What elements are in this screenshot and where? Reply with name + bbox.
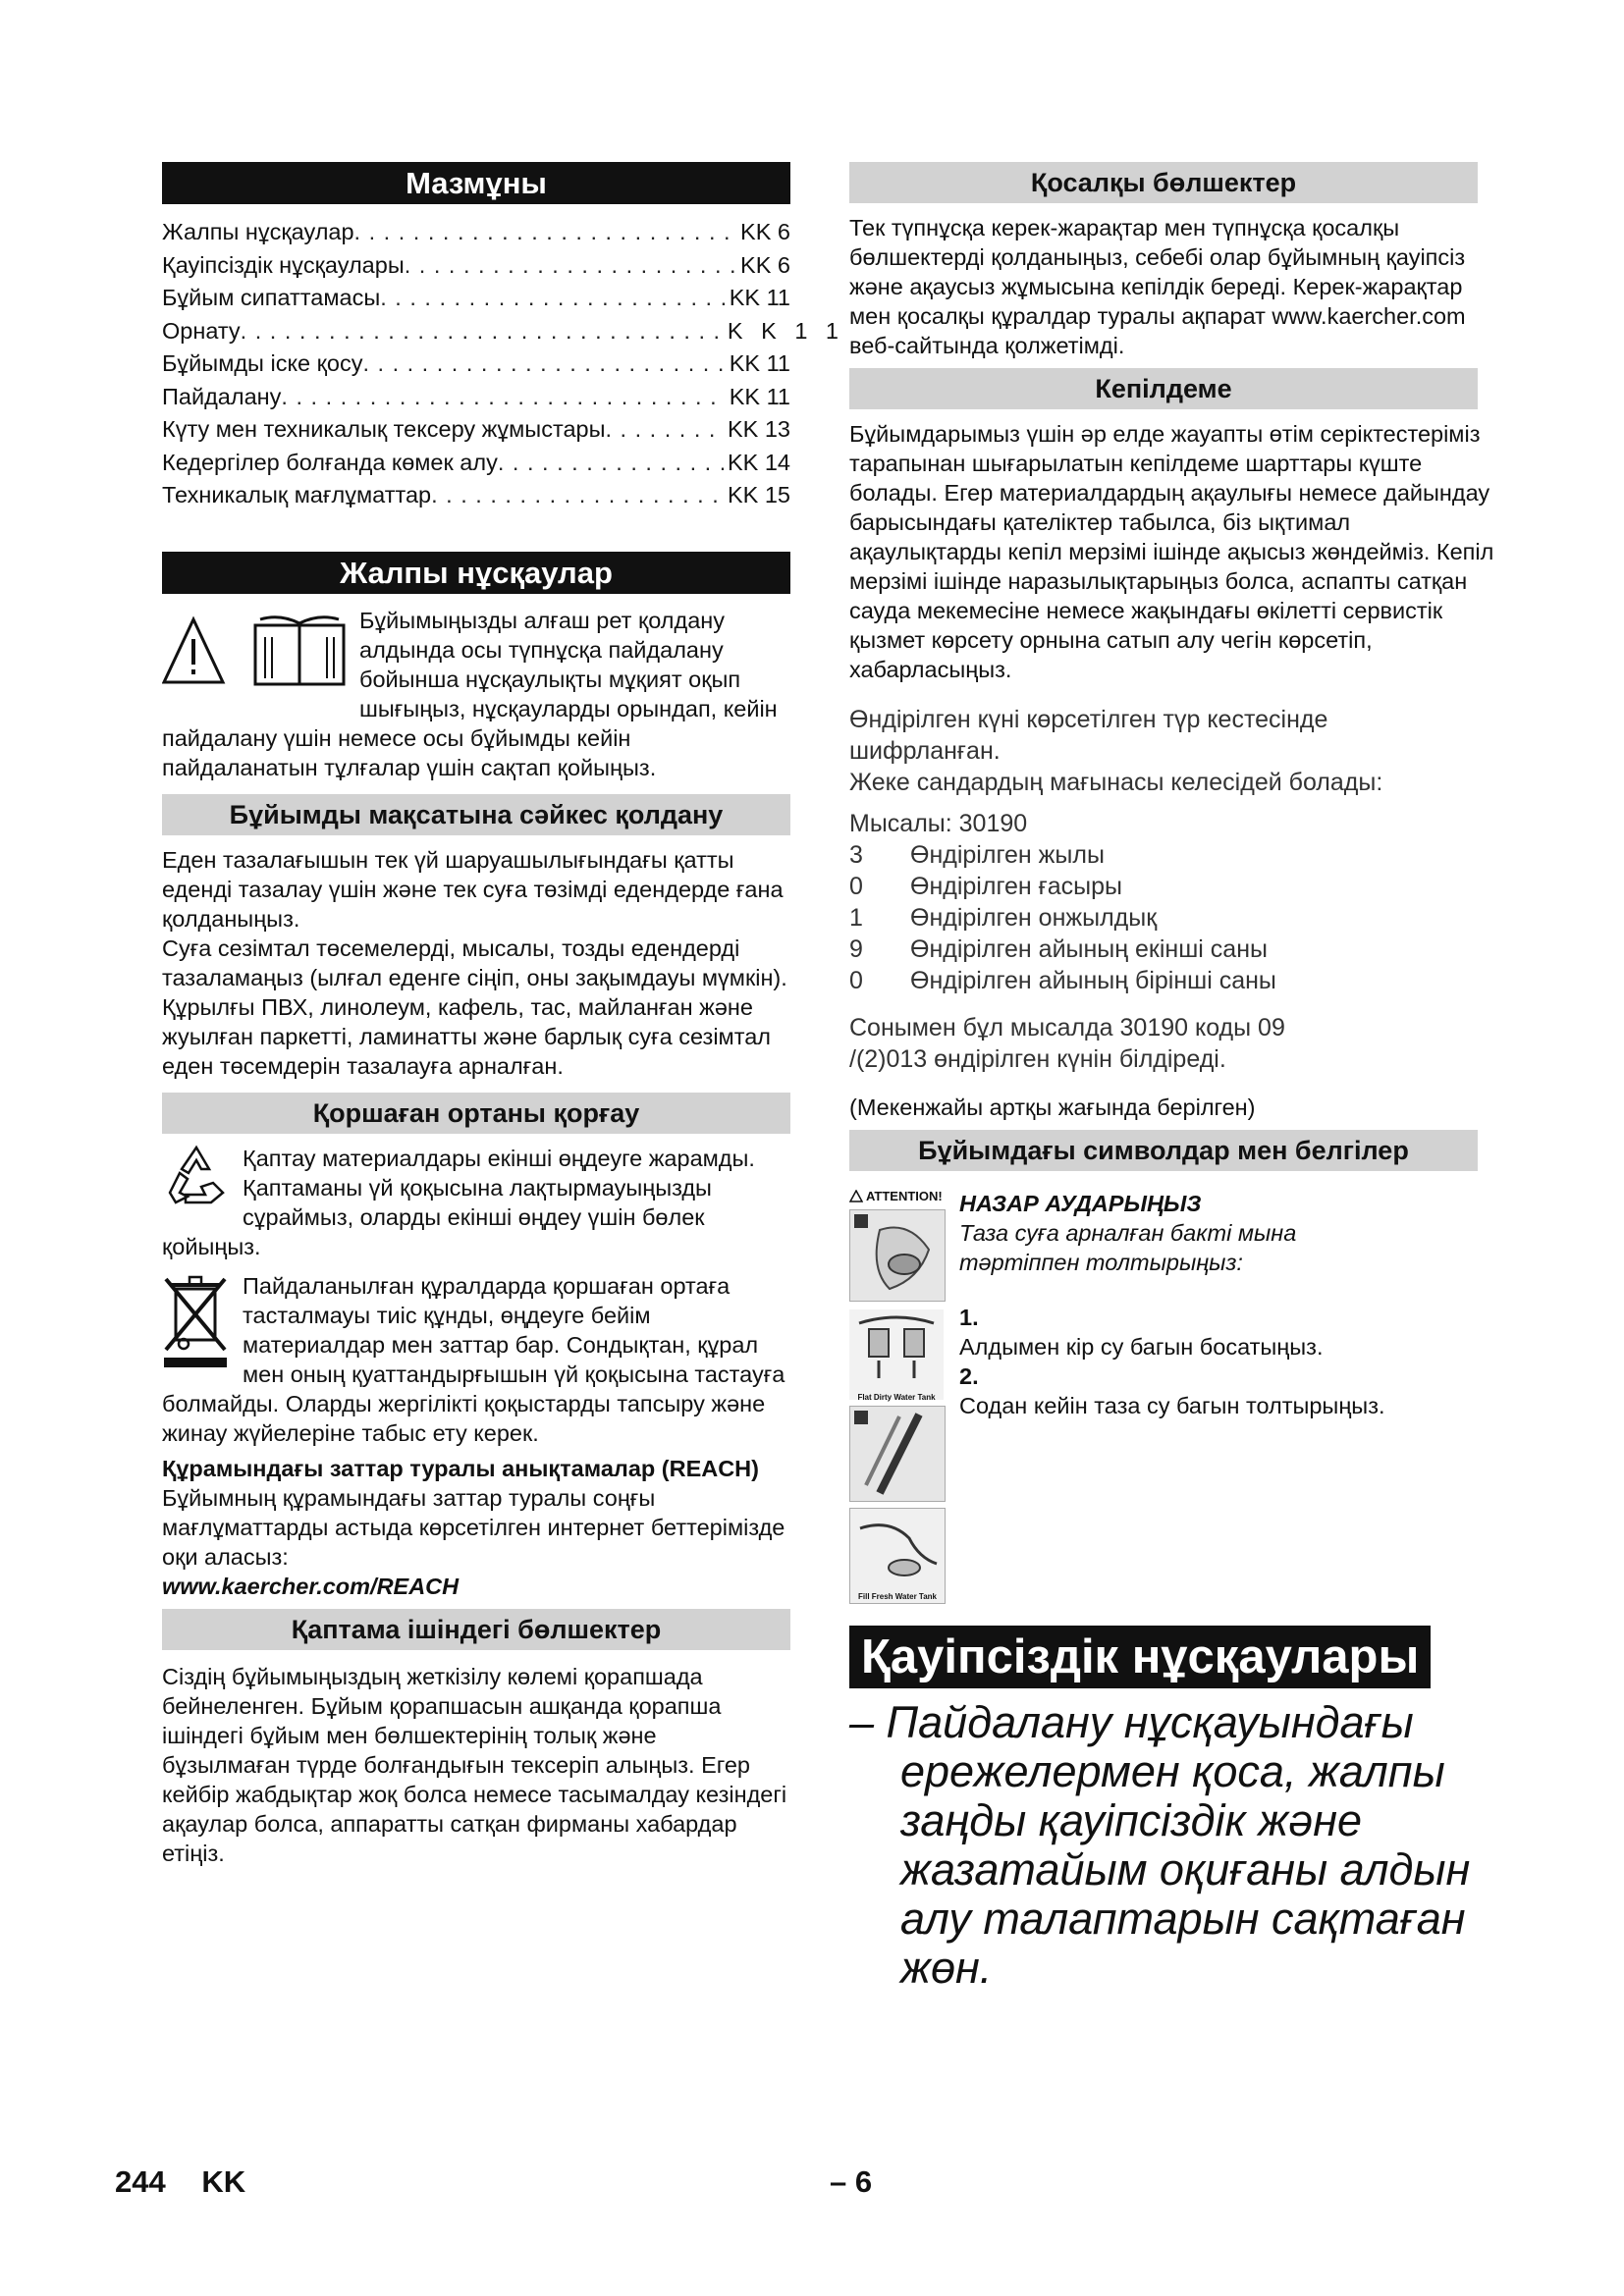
toc-entry[interactable]: Кедергілер болғанда көмек алу . . . KK 14	[162, 447, 790, 480]
step1-num: 1.	[959, 1305, 979, 1330]
production-line1: Өндірілген күні көрсетілген түр кестесінде шифрланған.	[849, 706, 1328, 765]
safety-item: – Пайдалану нұсқауындағы ережелермен қоса, жалпы заңды қауіпсіздік және жазатайым оқиғаны алдын алу талаптарын сақтаған жөн.	[849, 1697, 1471, 1993]
production-example: Мысалы: 30190	[849, 810, 1028, 837]
symbols-block	[849, 1189, 1478, 1604]
env-title: Қоршаған ортаны қорғау	[162, 1093, 790, 1134]
warning-triangle-icon	[162, 614, 353, 692]
handle-icon	[850, 1407, 945, 1501]
symbol-image-1	[849, 1209, 946, 1302]
warranty-title: Кепілдеме	[849, 368, 1478, 409]
code-row: 0 Өндірілген айының бірінші саны	[849, 967, 1276, 994]
intended-p3: Құрылғы ПВХ, линолеум, кафель, тас, майланған және жуылған паркетті, ламинатты және барлық суға сезімтал еден төсемдерін тазалауға арналған.	[162, 993, 771, 1079]
code-row: 9 Өндірілген айының екінші саны	[849, 935, 1268, 963]
toc-entry[interactable]: Бұйымды іске қосу . . . KK 11	[162, 347, 790, 381]
env-p2: Пайдаланылған құралдарда қоршаған ортаға тасталмауы тиіс құнды, өңдеуге бейім материалдар мен заттар бар. Сондықтан, құрал мен оның қуаттандырғышын үй қоқысына тастауға болмайды. Оларды жергілікті қоқыстарды тапсыру және жинау жүйелеріне табыс ету керек.	[162, 1272, 785, 1446]
warn-text: Таза суға арналған бакті мына тәртіппен толтырыңыз:	[959, 1220, 1297, 1275]
spare-title: Қосалқы бөлшектер	[849, 162, 1478, 203]
toc-entry[interactable]: Бұйым сипаттамасы . . . KK 11	[162, 282, 790, 315]
general-section	[162, 606, 790, 782]
warning-book-icons	[162, 614, 353, 702]
intended-p1: Еден тазалағышын тек үй шаруашылығындағы қатты еденді тазалау үшін және тек суға төзімді едендерде ғана қолданыңыз.	[162, 846, 784, 932]
intended-p2: Суға сезімтал төсемелерді, мысалы, тозды едендерді тазаламаңыз (ылғал еденге сіңіп, оны зақымдауы мүмкін).	[162, 934, 787, 990]
toc-entry[interactable]: Техникалық мағлұматтар . . . KK 15	[162, 479, 790, 512]
toc-title: Мазмұны	[162, 162, 790, 204]
toc-entry[interactable]: Пайдалану . . . KK 11	[162, 381, 790, 414]
code-row: 0 Өндірілген ғасыры	[849, 873, 1123, 900]
general-text: Бұйымыңызды алғаш рет қолдану алдында осы түпнұсқа пайдалану бойынша нұсқаулықты мұқият оқып шығыңыз, нұсқауларды орындап, кейін пайдалану үшін немесе осы бұйымды кейін пайдаланатын тұлғалар үшін сақтап қойыңыз.	[162, 607, 778, 780]
crossed-bin-icon	[162, 1271, 231, 1369]
safety-title: Қауіпсіздік нұсқаулары	[849, 1626, 1431, 1688]
tank-arrows-icon	[849, 1309, 944, 1388]
recycle-block	[162, 1144, 790, 1261]
env-p1: Қаптау материалдары екінші өңдеуге жарамды. Қаптаманы үй қоқысына лақтырмауыңызды сұраймыз, оларды екінші өңдеу үшін бөлек қойыңыз.	[162, 1145, 755, 1259]
general-title: Жалпы нұсқаулар	[162, 552, 790, 594]
footer-center: – 6	[830, 2164, 873, 2199]
manual-book-icon	[255, 616, 344, 683]
recycle-icon	[162, 1144, 231, 1208]
warranty-text: Бұйымдарымыз үшін әр елде жауапты өтім серіктестеріміз тарапынан шығарылатын кепілдеме шарттары күште болады. Егер материалдардың ақаулығы немесе дайындау барысындағы қателіктер табылса, біз ықтимал ақаулықтарды кепіл мерзімі ішінде ақысыз жөндейміз. Кепіл мерзімі ішінде наразылықтарыңыз болса, аспапты сатқан сауда мекемесіне немесе жақындағы өкілетті сервистік қызмет көрсету орнына сатып алу чегін көрсетіп, хабарласыңыз.	[849, 421, 1494, 682]
spare-text: Тек түпнұсқа керек-жарақтар мен түпнұсқа қосалқы бөлшектерді қолданыңыз, себебі олар бұйымның қауіпсіз және ақаусыз жұмысына кепілдік береді. Керек-жарақтар мен қосалқы құралдар туралы ақпарат www.kaercher.com веб-сайтында қолжетімді.	[849, 215, 1466, 358]
step2-num: 2.	[959, 1363, 979, 1389]
symbols-text	[957, 1189, 1478, 1604]
step2-text: Содан кейін таза су багын толтырыңыз.	[959, 1393, 1385, 1418]
fill-tank-icon	[850, 1509, 945, 1587]
toc-entry[interactable]: Қауіпсіздік нұсқаулары . . . KK 6	[162, 249, 790, 283]
reach-title: Құрамындағы заттар туралы анықтамалар (REACH)	[162, 1455, 759, 1481]
code-row: 1 Өндірілген онжылдық	[849, 904, 1158, 932]
production-address: (Мекенжайы артқы жағында берілген)	[849, 1095, 1256, 1120]
toc-entry[interactable]: Жалпы нұсқаулар . . . KK 6	[162, 216, 790, 249]
left-column	[162, 162, 844, 1868]
toc-list	[162, 216, 844, 512]
production-block	[849, 704, 1478, 1122]
attention-label: ATTENTION!	[849, 1189, 957, 1203]
weee-block	[162, 1271, 790, 1448]
footer-page-number: 244 KK	[115, 2164, 246, 2199]
production-conclusion: Сонымен бұл мысалда 30190 коды 09 /(2)013 өндірілген күнін білдіреді.	[849, 1014, 1285, 1073]
symbols-images	[849, 1189, 957, 1604]
code-row: 3 Өндірілген жылы	[849, 841, 1105, 869]
intended-title: Бұйымды мақсатына сәйкес қолдану	[162, 794, 790, 835]
reach-link[interactable]: www.kaercher.com/REACH	[162, 1573, 460, 1599]
warn-title: НАЗАР АУДАРЫҢЫЗ	[959, 1191, 1202, 1216]
reach-text: Бұйымның құрамындағы заттар туралы соңғы мағлұматтарды астыда көрсетілген интернет беттерімізде оқи аласыз:	[162, 1484, 785, 1570]
toc-entry[interactable]: Орнату . . . K K 1 1	[162, 315, 844, 348]
safety-section	[849, 1626, 1478, 1993]
symbol-image-3	[849, 1406, 946, 1502]
production-codes	[849, 839, 1478, 996]
hand-tank-icon	[850, 1210, 945, 1301]
toc-entry[interactable]: Күту мен техникалық тексеру жұмыстары . . . KK 13	[162, 413, 790, 447]
production-line2: Жеке сандардың мағынасы келесідей болады:	[849, 769, 1383, 796]
symbol-image-2: Flat Dirty Water Tank	[849, 1309, 944, 1400]
package-title: Қаптама ішіндегі бөлшектер	[162, 1609, 790, 1650]
symbols-title: Бұйымдағы символдар мен белгілер	[849, 1130, 1478, 1171]
right-column	[849, 162, 1494, 1993]
package-text: Сіздің бұйымыңыздың жеткізілу көлемі қорапшада бейнеленген. Бұйым қорапшасын ашқанда қорапша ішіндегі бұйым мен бөлшектерінің толық және бұзылмаған түрде болғандығын тексеріп алыңыз. Егер кейбір жабдықтар жоқ болса немесе тасымалдау кезіндегі ақаулар болса, аппаратты сатқан фирманы хабардар етіңіз.	[162, 1663, 787, 1866]
warning-small-icon	[849, 1190, 863, 1202]
step1-text: Алдымен кір су багын босатыңыз.	[959, 1334, 1324, 1360]
symbol-image-4: Fill Fresh Water Tank	[849, 1508, 946, 1604]
